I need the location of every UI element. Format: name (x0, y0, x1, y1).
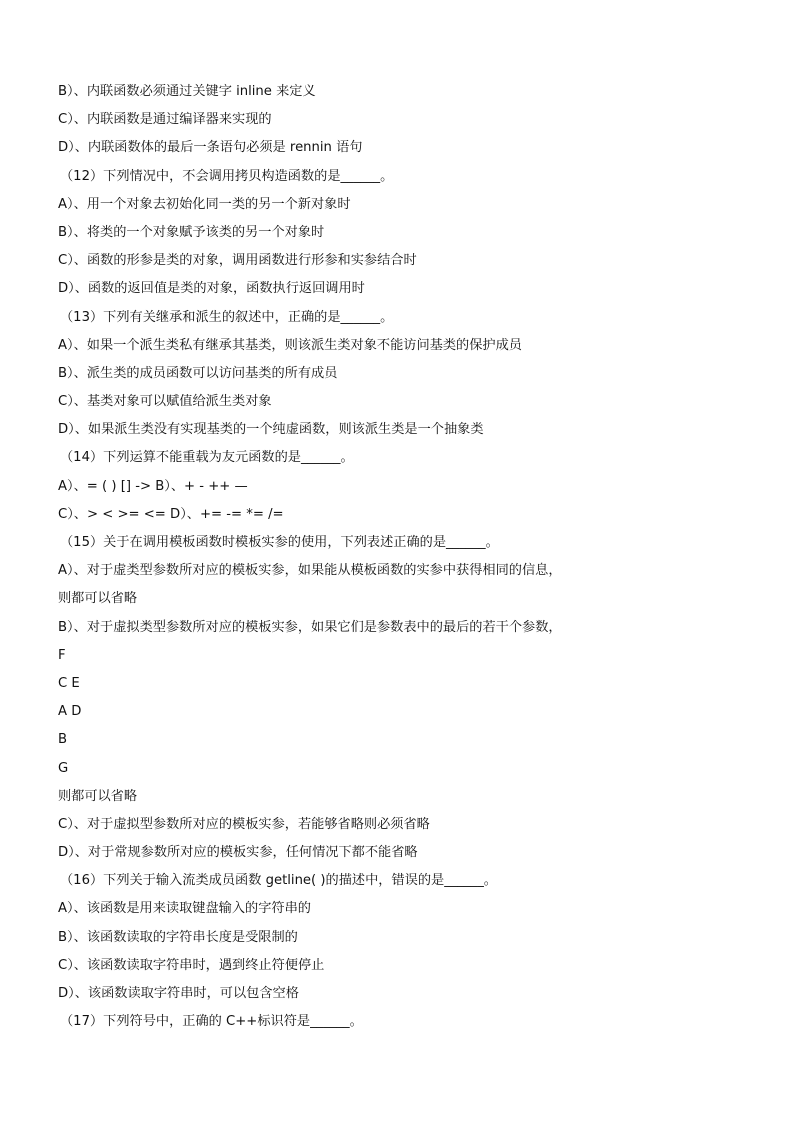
option-line: D）、内联函数体的最后一条语句必须是 rennin 语句 (58, 140, 363, 156)
option-line: D）、该函数读取字符串时，可以包含空格 (58, 986, 299, 1001)
option-line: B）、内联函数必须通过关键字 inline 来定义 (58, 84, 316, 99)
question-line: （17）下列符号中，正确的 C++标识符是______。 (60, 1014, 363, 1030)
option-line: B）、该函数读取的字符串长度是受限制的 (58, 929, 298, 945)
question-line: （12）下列情况中，不会调用拷贝构造函数的是______。 (60, 168, 394, 184)
option-line: 则都可以省略 (58, 591, 138, 607)
option-line: D）、对于常规参数所对应的模板实参，任何情况下都不能省略 (58, 845, 418, 861)
document-body (58, 78, 758, 1036)
option-line: G (58, 760, 69, 776)
question-line: （13）下列有关继承和派生的叙述中，正确的是______。 (60, 309, 394, 325)
option-line: D）、如果派生类没有实现基类的一个纯虚函数，则该派生类是一个抽象类 (58, 422, 484, 438)
option-line: A）、用一个对象去初始化同一类的另一个新对象时 (58, 196, 351, 212)
option-line: D）、函数的返回值是类的对象，函数执行返回调用时 (58, 281, 365, 297)
question-line: （15）关于在调用模板函数时模板实参的使用，下列表述正确的是______。 (60, 535, 499, 550)
option-line: A D (58, 704, 82, 720)
option-line: B）、将类的一个对象赋予该类的另一个对象时 (58, 224, 325, 240)
option-line: B）、对于虚拟类型参数所对应的模板实参，如果它们是参数表中的最后的若干个参数， (58, 619, 562, 635)
question-line: （16）下列关于输入流类成员函数 getline( )的描述中，错误的是______。 (60, 873, 497, 889)
option-line: C）、> < >= <= D）、+= -= *= /= (58, 506, 284, 522)
option-line: A）、该函数是用来读取键盘输入的字符串的 (58, 901, 311, 917)
option-line: 则都可以省略 (58, 788, 138, 804)
option-line: A）、对于虚类型参数所对应的模板实参，如果能从模板函数的实参中获得相同的信息， (58, 563, 562, 579)
option-line: A）、如果一个派生类私有继承其基类，则该派生类对象不能访问基类的保护成员 (58, 337, 522, 353)
option-line: C）、对于虚拟型参数所对应的模板实参，若能够省略则必须省略 (58, 816, 430, 832)
question-line: （14）下列运算不能重载为友元函数的是______。 (60, 450, 354, 466)
option-line: C）、基类对象可以赋值给派生类对象 (58, 394, 272, 410)
option-line: C E (58, 675, 80, 691)
option-line: A）、= ( ) [] -> B）、+ - ++ — (58, 478, 248, 494)
option-line: F (58, 647, 66, 663)
option-line: C）、该函数读取字符串时，遇到终止符便停止 (58, 957, 325, 973)
option-line: B (58, 732, 68, 748)
option-line: C）、内联函数是通过编译器来实现的 (58, 112, 272, 128)
option-line: C）、函数的形参是类的对象，调用函数进行形参和实参结合时 (58, 253, 417, 269)
option-line: B）、派生类的成员函数可以访问基类的所有成员 (58, 365, 338, 381)
